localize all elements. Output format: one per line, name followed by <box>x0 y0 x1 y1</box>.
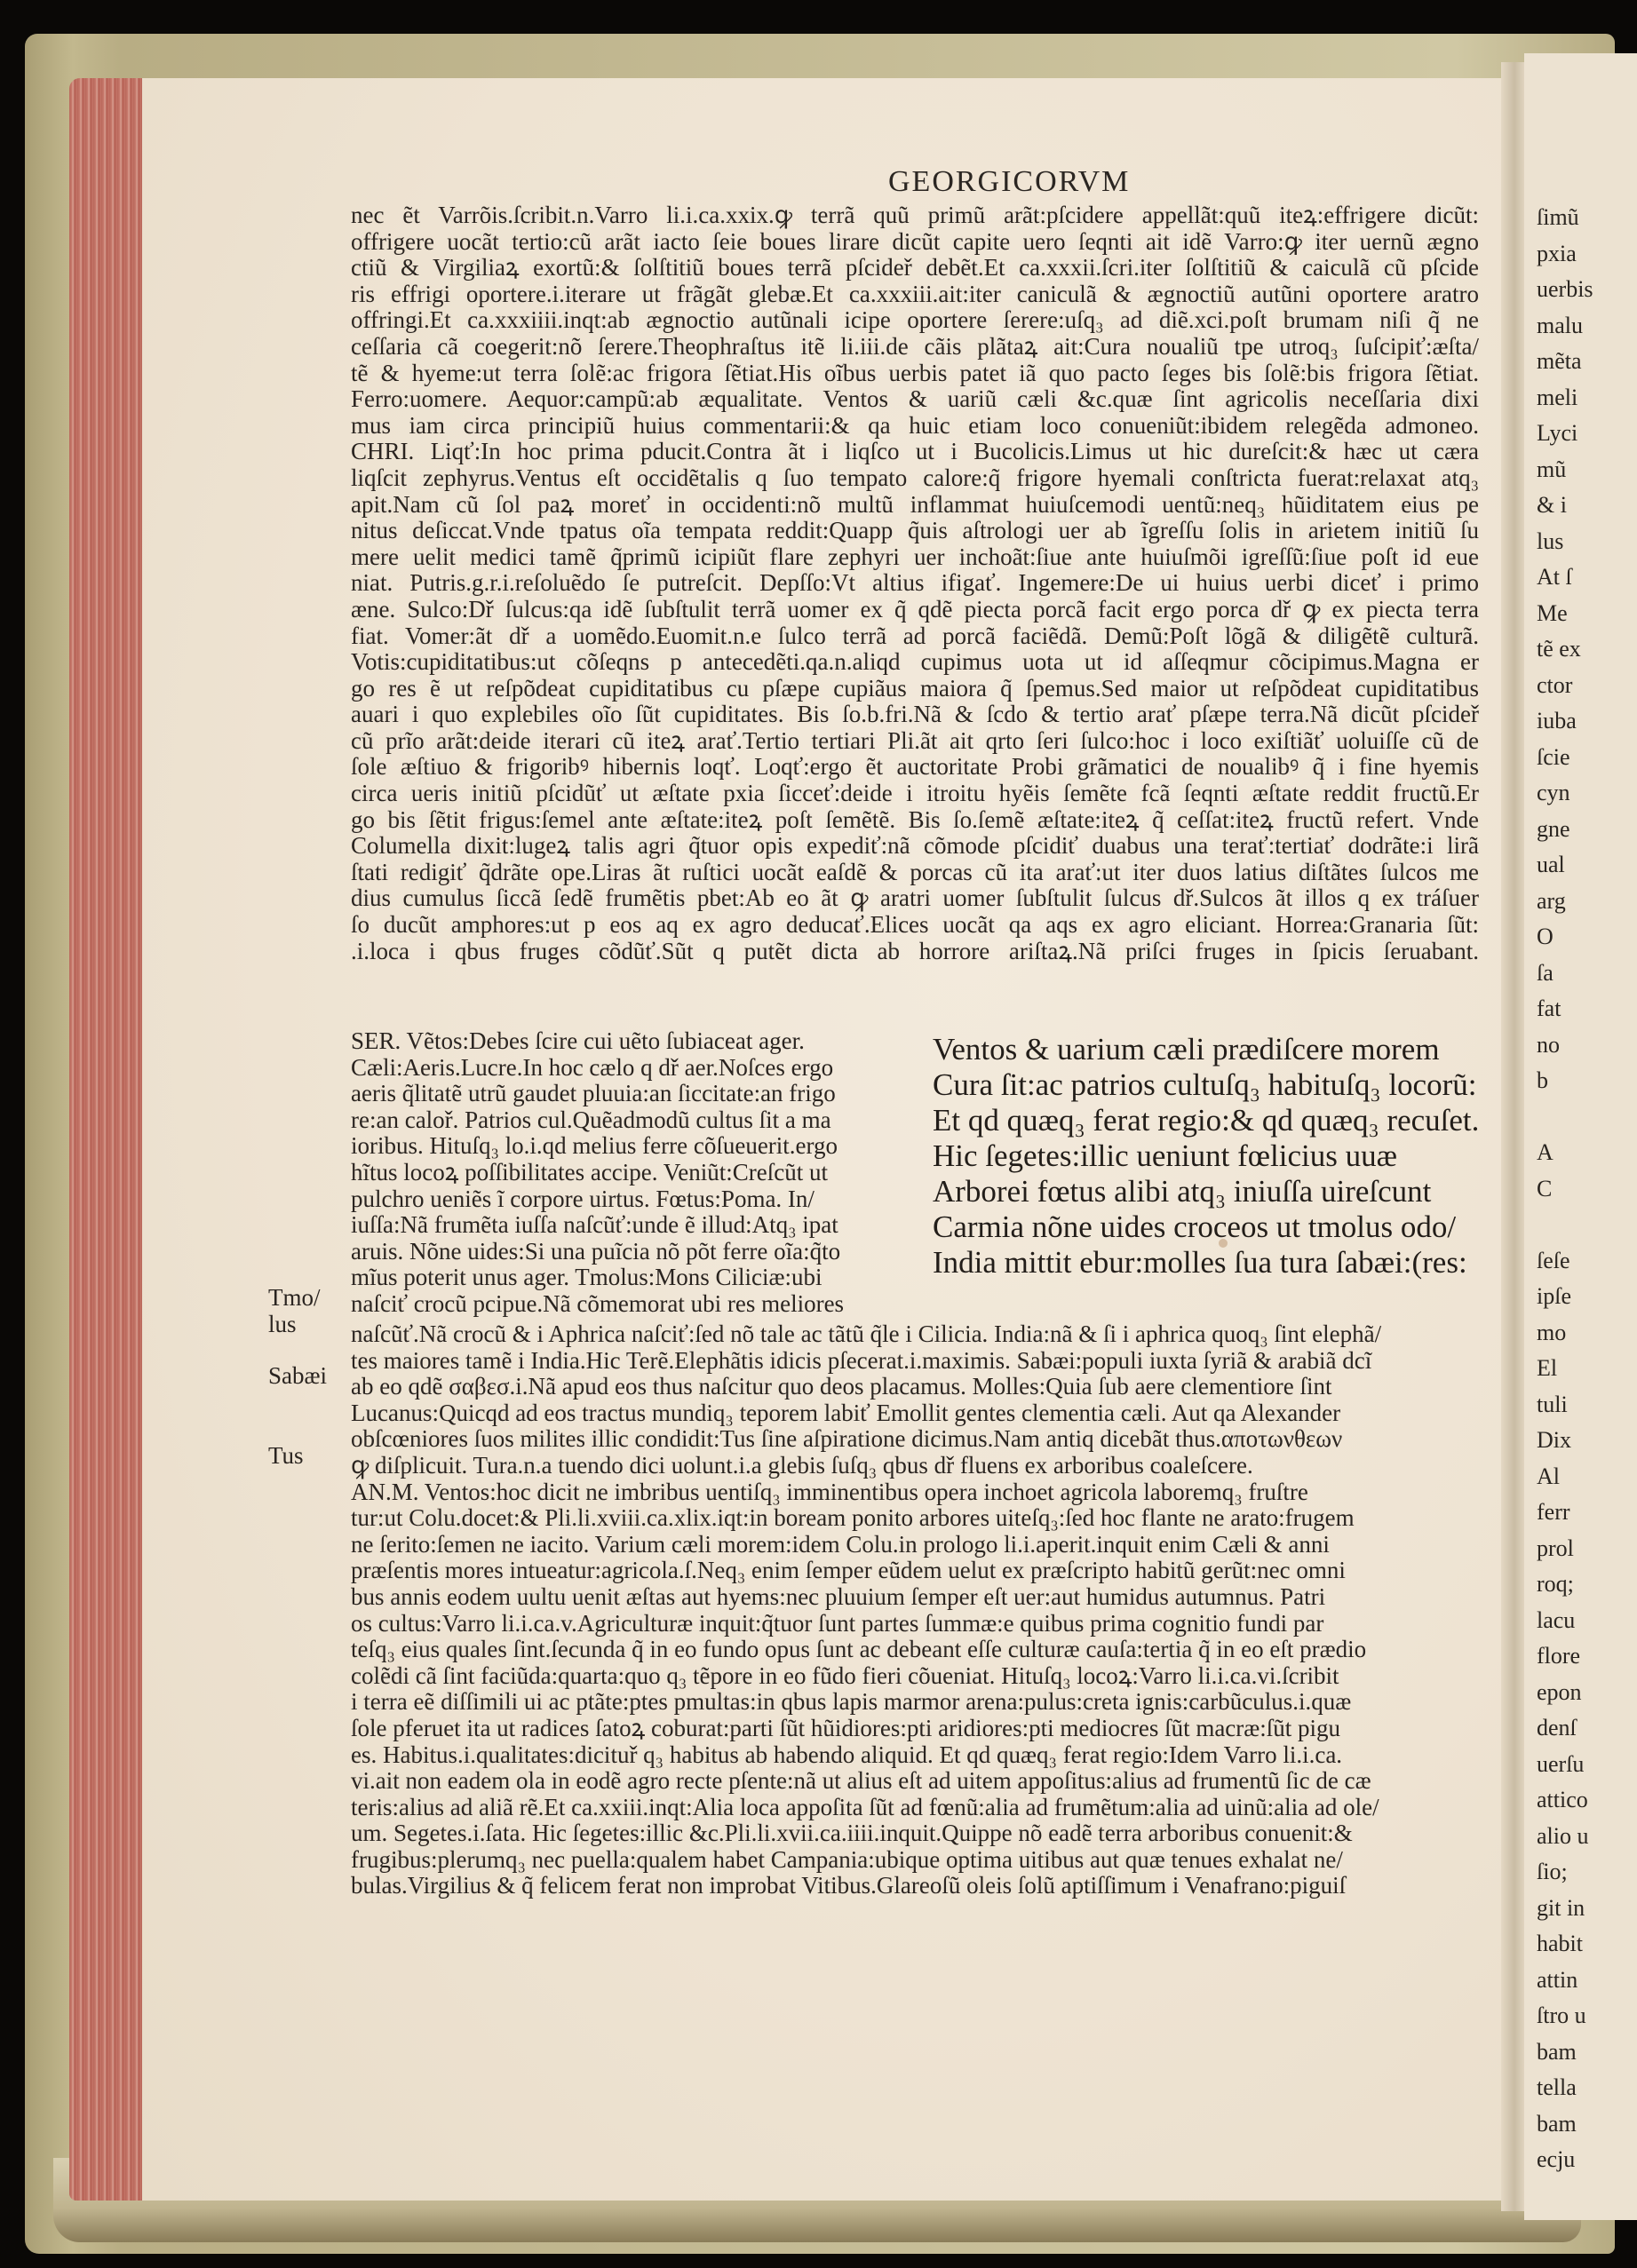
commentary-line: Ferro:uomere. Aequor:campũ:ab æqualitate. Ventos & uariũ cæli &c.quæ ſint agricolis neceſſaria dixi <box>351 386 1479 413</box>
commentary-line: mĩus poterit unus ager. Tmolus:Mons Ciliciæ:ubi <box>351 1265 822 1291</box>
commentary-line: naſcũť.Nã crocũ & i Aphrica naſciť:ſed nõ tale ac tãtũ q̃le i Cilicia. India:nã & ſi i aphrica quoq₃ ſint elephã/ <box>351 1321 1382 1347</box>
next-page-text-fragment: attico <box>1537 1787 1588 1812</box>
commentary-line: ab eo qdẽ σαβεσ.i.Nã apud eos thus naſcitur quo deos placamus. Molles:Quia ſub aere clementiore ſint <box>351 1374 1332 1400</box>
next-page-text-fragment: ſtro u <box>1537 2002 1586 2028</box>
commentary-line: Cæli:Aeris.Lucre.In hoc cælo q dř aer.Noſces ergo <box>351 1054 834 1081</box>
commentary-line: teris:alius ad aliã rẽ.Et ca.xxiii.inqt:Alia loca appoſita ſũt ad fœnũ:alia ad frumẽtum:alia ad uinũ:alia ad ole/ <box>351 1794 1379 1820</box>
next-page-text-fragment: Dix <box>1537 1427 1571 1453</box>
commentary-line: cũ prĩo arãt:deide iterari cũ iteꝝ arať.Tertio tertiari Pli.ãt ait qrto ſeri ſulco:hoc i loco exiſtiãť uoluiſſe cũ de <box>351 727 1479 754</box>
next-page-text-fragment: ſa <box>1537 959 1554 986</box>
commentary-line: re:an caloř. Patrios cul.Quẽadmodũ cultus ſit a ma <box>351 1106 831 1133</box>
next-page-text-fragment: bam <box>1537 2110 1577 2137</box>
next-page-text-fragment: mũ <box>1537 456 1567 482</box>
next-page-text-fragment: tuli <box>1537 1391 1568 1417</box>
commentary-line: nec ẽt Varrõis.ſcribit.n.Varro li.i.ca.xxix.ꝙ terrã quũ primũ arãt:pſcidere appellãt:quũ iteꝝ:effrigere dicũt: <box>351 202 1479 228</box>
commentary-line: offrigere uocãt tertio:cũ arãt iacto ſeie boues lirare dicũt capite uero ſeqnti ait idẽ Varro:ꝙ iter uernũ ægno <box>351 228 1479 255</box>
commentary-line: ioribus. Hituſq₃ lo.i.qd melius ferre cõſueuerit.ergo <box>351 1133 838 1160</box>
commentary-line: i terra eẽ diſſimili ui ac ptãte:ptes pmultas:in qbus lapis marmor arena:pulus:creta ignis:carbũculus.i.quæ <box>351 1689 1352 1716</box>
running-head: GEORGICORVM <box>888 165 1131 198</box>
commentary-line: tur:ut Colu.docet:& Pli.li.xviii.ca.xlix.iqt:in boream ponito arbores uiteſq₃:ſed hoc flante ne arato:frugem <box>351 1505 1355 1532</box>
commentary-line: iuſſa:Nã frumẽta iuſſa naſcũť:unde ẽ illud:Atq₃ ipat <box>351 1212 838 1239</box>
commentary-line: tes maiores tamẽ i India.Hic Terẽ.Elephãtis idicis pſecerat.i.maximis. Sabæi:populi iuxta ſyriã & arabiã dcĩ <box>351 1347 1372 1374</box>
next-page-text-fragment: El <box>1537 1355 1558 1381</box>
commentary-line: es. Habitus.i.qualitates:dicituř q₃ habitus ab habendo aliquid. Et qd quæq₃ ferat regio:Idem Varro li.i.ca. <box>351 1741 1343 1768</box>
next-page-text-fragment: O <box>1537 924 1554 949</box>
next-page-text-fragment: b <box>1537 1067 1548 1093</box>
next-page-text-fragment: habit <box>1537 1931 1583 1956</box>
commentary-line: aruis. Nõne uides:Si una puĩcia nõ põt ferre oĩa:q̃to <box>351 1238 841 1265</box>
commentary-line: frugibus:plerumq₃ nec puella:qualem habet Campania:ubique optima uitibus aut quæ tenues exhalat ne/ <box>351 1846 1343 1873</box>
next-page-text-fragment: lus <box>1537 527 1564 554</box>
commentary-top <box>351 202 1479 964</box>
next-page-text-fragment: alio u <box>1537 1822 1589 1849</box>
next-page-text-fragment: ſimũ <box>1537 204 1579 230</box>
next-page-text-fragment: tẽ ex <box>1537 636 1581 662</box>
next-page-text-fragment: uerſu <box>1537 1750 1585 1777</box>
commentary-line: mere uelit medici tamẽ q̃primũ icipiũt flare zephyri uer inchoãt:ſiue ante huiuſmõi igreſſũ:ſiue poſt id eue <box>351 543 1479 570</box>
next-page-text-fragment: ſcie <box>1537 743 1570 770</box>
commentary-line: go res ẽ ut reſpõdeat cupiditatibus cu pſæpe cupiãus maiora q̃ ſpemus.Sed maior ut reſpõdeat cupiditatibus <box>351 675 1479 702</box>
next-page-text-fragment: At ſ <box>1537 564 1572 590</box>
commentary-line: ſole æſtiuo & frigoribꝰ hibernis loqť. Loqť:ergo ẽt auctoritate Probi grãmatici de noualibꝰ q̃ i fine hyemis <box>351 754 1479 781</box>
next-page-text-fragment: no <box>1537 1031 1560 1058</box>
next-page-text-fragment: C <box>1537 1175 1553 1201</box>
commentary-line: SER. Vẽtos:Debes ſcire cui uẽto ſubiaceat ager. <box>351 1028 805 1054</box>
next-page-text-fragment: lacu <box>1537 1606 1576 1633</box>
commentary-line: hĩtus locoꝝ poſſibilitates accipe. Veniũt:Creſcũt ut <box>351 1159 829 1186</box>
next-page-text-fragment: meli <box>1537 384 1578 410</box>
next-page-text-fragment: attin <box>1537 1966 1578 1993</box>
commentary-line: bulas.Virgilius & q̃ felicem ferat non improbat Vitibus.Glareoſũ oleis ſolũ aptiſſimum i Venafrano:piguiſ <box>351 1873 1347 1899</box>
next-page-text-fragment: & i <box>1537 492 1567 518</box>
commentary-line: ctiũ & Virgiliaꝝ exortũ:& ſolſtitiũ boues terrã pſcideř debẽt.Et ca.xxxii.ſcri.iter ſolſtitiũ & caiculã cũ pſcide <box>351 255 1479 282</box>
commentary-line: tẽ & hyeme:ut terra ſolẽ:ac frigora ſẽtiat.His oĩbus uerbis patet iã quo pacto ſeges bis ſolẽ:bis frigora ſẽtiat. <box>351 360 1479 386</box>
next-page-text-fragment: Lyci <box>1537 420 1578 446</box>
next-page-text-fragment: gne <box>1537 815 1570 842</box>
commentary-line: .i.loca i qbus fruges cõdũť.Sũt q putẽt dicta ab horrore ariſtaꝝ.Nã priſci fruges in ſpicis ſeruabant. <box>351 938 1479 964</box>
commentary-line: auari i quo explebiles oĩo ſũt cupiditates. Bis ſo.b.fri.Nã & ſcdo & tertio arať pſæpe terra.Nã dicũt pſcideř <box>351 702 1479 728</box>
next-page-text-fragment: fat <box>1537 995 1562 1021</box>
next-page-text-fragment: malu <box>1537 312 1583 338</box>
commentary-line: liqſcit zephyrus.Ventus eſt occidẽtalis q ſuo tempato calore:q̃ frigore hyemali conſtricta fuerat:relaxat atq₃ <box>351 464 1479 491</box>
commentary-line: apit.Nam cũ ſol paꝝ moreť in occidenti:nõ multũ inflammat huiuſcemodi uentũ:neq₃ hũiditatem eius pe <box>351 491 1479 518</box>
next-page-text-fragment: git in <box>1537 1894 1585 1921</box>
commentary-line: os cultus:Varro li.i.ca.v.Agriculturæ inquit:q̃tuor ſunt partes ſummæ:e quibus prima cognitio fundi par <box>351 1610 1324 1637</box>
commentary-line: circa ueris initiũ pſcidũť ut æſtate pxia ſicceť:deide i itroitu hyẽis ſemẽte fcã ſeqnti æſtate reddit fructũ.Er <box>351 781 1479 807</box>
commentary-line: mus iam circa principiũ huius commentarii:& qa huic etiam loco conueniũt:ibidem relegẽda admoneo. <box>351 412 1479 439</box>
commentary-line: ꝙ diſplicuit. Tura.n.a tuendo dici uolunt.i.a glebis ſuſq₃ qbus dř fluens ex arboribus coaleſcere. <box>351 1452 1253 1479</box>
commentary-line: colẽdi cã ſint faciũda:quarta:quo q₃ tẽpore in eo fũdo fieri cõueniat. Hituſq₃ locoꝝ:Varro li.i.ca.vi.ſcribit <box>351 1662 1339 1689</box>
next-page-text-fragment: mẽta <box>1537 348 1582 374</box>
next-page-text-fragment: ecju <box>1537 2146 1576 2172</box>
next-page-text-fragment: flore <box>1537 1643 1581 1669</box>
next-page-text-fragment: iuba <box>1537 708 1577 734</box>
next-page-text-fragment: mo <box>1537 1319 1567 1345</box>
commentary-bottom <box>351 1321 1479 1899</box>
commentary-line: teſq₃ eius quales ſint.ſecunda q̃ in eo fundo opus ſunt ac debeant eſſe culturæ cauſa:tertia q̃ in eo eſt prædio <box>351 1637 1367 1663</box>
next-page-text-fragment: uerbis <box>1537 276 1593 302</box>
commentary-line: æne. Sulco:Dř ſulcus:qa idẽ ſubſtulit terrã uomer ex q̃ qdẽ piecta porcã facit ergo porca dř ꝙ ex piecta terra <box>351 596 1479 623</box>
commentary-line: AN.M. Ventos:hoc dicit ne imbribus uentiſq₃ imminentibus opera inchoet agricola laboremq₃ fruſtre <box>351 1479 1308 1505</box>
verse-line: Hic ſegetes:illic ueniunt fœlicius uuæ <box>933 1138 1397 1173</box>
commentary-line: ſo ducũt amphores:ut p eos aq ex agro deducať.Elices uocãt qa aqs ex agro eliciant. Horrea:Granaria ſũt: <box>351 912 1479 939</box>
commentary-left-column <box>351 1028 919 1318</box>
marginal-note: Sabæi <box>268 1362 328 1389</box>
right-page-fragment <box>1524 53 1637 2220</box>
verse-line: India mittit ebur:molles ſua tura ſabæi:(res: <box>933 1245 1467 1280</box>
commentary-line: vi.ait non eadem ola in eodẽ agro recte pſente:nã ut alius eſt ad uitem appoſitus:alius ad frumentũ ſic de cæ <box>351 1768 1371 1795</box>
next-page-text-fragment: denſ <box>1537 1715 1577 1741</box>
commentary-line: præſentis mores intueatur:agricola.ſ.Neq₃ enim ſemper eũdem uelut ex præſcripto habitũ gerũt:nec omni <box>351 1558 1346 1584</box>
verse-line: Arborei fœtus alibi atq₃ iniuſſa uireſcunt <box>933 1174 1432 1209</box>
commentary-line: dius cumulus ſiccã ſedẽ frumẽtis pbet:Ab eo ãt ꝙ aratri uomer ſubſtulit ſulcus dř.Sulcos ãt illos q ex tráſuer <box>351 885 1479 912</box>
commentary-line: ris effrigi oportere.i.iterare ut frãgãt glebæ.Et ca.xxxiii.ait:iter caniculã & ægnoctiũ autũni oportere aratro <box>351 281 1479 307</box>
commentary-line: offringi.Et ca.xxxiiii.inqt:ab ægnoctio autũnali icipe oportere ſerere:uſq₃ ad diẽ.xci.poſt brumam niſi q̃ ne <box>351 307 1479 334</box>
commentary-line: Columella dixit:lugeꝝ talis agri q̃tuor opis expediť:nã cõmode pſcidiť duabus una terať:tertiať dodrãte:i lirã <box>351 833 1479 860</box>
commentary-line: Lucanus:Quicqd ad eos tractus mundiq₃ teporem labiť Emollit gentes clementia cæli. Aut qa Alexander <box>351 1400 1341 1426</box>
next-page-text-fragment: Me <box>1537 599 1568 626</box>
commentary-line: obſcœniores ſuos milites illic condidit:Tus ſine aſpiratione dicimus.Nam antiq dicebãt thus.αποτωνθεων <box>351 1426 1343 1453</box>
next-page-text-fragment: tella <box>1537 2074 1577 2100</box>
commentary-line: ceſſaria cã coegerit:nõ ſerere.Theophraſtus itẽ li.iii.de cãis plãtaꝝ ait:Cura noualiũ tpe utroq₃ ſuſcipiť:æſta/ <box>351 333 1479 360</box>
commentary-line: ne ſerito:ſemen ne iacito. Varium cæli morem:idem Colu.in prologo li.i.aperit.inquit enim Cæli & anni <box>351 1531 1330 1558</box>
next-page-text-fragment: pxia <box>1537 240 1577 266</box>
next-page-text-fragment: epon <box>1537 1678 1582 1705</box>
commentary-line: niat. Putris.g.r.i.reſoluẽdo ſe putreſcit. Depſſo:Vt altius ifigať. Ingemere:De ui huius uerbi diceť i primo <box>351 570 1479 597</box>
commentary-line: bus annis eodem uultu uenit æſtas aut hyems:nec pluuium ſemper eſt uer:aut humidus autumnus. Patri <box>351 1583 1326 1610</box>
next-page-text-fragment: ipſe <box>1537 1283 1571 1309</box>
next-page-text-fragment: ual <box>1537 852 1565 877</box>
next-page-text-fragment: bam <box>1537 2038 1577 2065</box>
next-page-text-fragment: ferr <box>1537 1499 1570 1525</box>
commentary-line: pulchro ueniẽs ĩ corpore uirtus. Fœtus:Poma. In/ <box>351 1186 815 1212</box>
commentary-line: fiat. Vomer:ãt dř a uomẽdo.Euomit.n.e ſulco terrã ad porcã faciẽdã. Demũ:Poſt lõgã & diligẽtẽ culturã. <box>351 623 1479 649</box>
verse-line: Ventos & uarium cæli prædiſcere morem <box>933 1032 1440 1067</box>
commentary-line: ſole pferuet ita ut radices ſatoꝝ coburat:parti ſũt hũidiores:pti aridiores:pti mediocres ſũt macræ:ſũt pigu <box>351 1715 1341 1741</box>
next-page-text-fragment: ctor <box>1537 671 1573 698</box>
commentary-line: aeris q̃litatẽ utrũ gaudet pluuia:an ſiccitate:an frigo <box>351 1081 836 1107</box>
verse-block <box>933 1032 1483 1281</box>
red-page-edges <box>69 78 146 2201</box>
verse-line: Carmia nõne uides croceos ut tmolus odo/ <box>933 1209 1457 1244</box>
commentary-line: nitus deſiccat.Vnde tpatus oĩa tempata reddit:Quapp q̃uis aſtrologi uer ab ĩgreſſu ſolis in arietem initiũ ſu <box>351 518 1479 544</box>
commentary-line: go bis ſẽtit frigus:ſemel ante æſtate:iteꝝ poſt ſemẽtẽ. Bis ſo.ſemẽ æſtate:iteꝝ q̃ ceſſat:iteꝝ fructũ refert. Vnde <box>351 806 1479 833</box>
next-page-text-fragment: arg <box>1537 887 1566 914</box>
next-page-text-fragment: prol <box>1537 1534 1574 1561</box>
next-page-text-fragment: roq; <box>1537 1571 1574 1597</box>
next-page-text-fragment: Al <box>1537 1463 1560 1489</box>
commentary-line: um. Segetes.i.ſata. Hic ſegetes:illic &c.Pli.li.xvii.ca.iiii.inquit.Quippe nõ eadẽ terra arboribus conuenit:& <box>351 1820 1353 1847</box>
next-page-text-fragment: ſio; <box>1537 1859 1568 1884</box>
marginal-note: Tus <box>268 1442 304 1469</box>
marginal-note: lus <box>268 1311 297 1337</box>
verse-line: Cura ſit:ac patrios cultuſq₃ habituſq₃ locorũ: <box>933 1067 1477 1102</box>
next-page-text-fragment: ſeſe <box>1537 1247 1570 1273</box>
commentary-line: Votis:cupiditatibus:ut cõſeqns p antecedẽti.qa.n.aliqd cupimus uota ut id aſſeqmur cõcipimus.Magna er <box>351 649 1479 676</box>
commentary-line: CHRI. Liqť:In hoc prima pducit.Contra ãt i liqſco ut i Bucolicis.Limus ut hic dureſcit:& hæc ut cæra <box>351 439 1479 465</box>
marginal-note: Tmo/ <box>268 1284 321 1311</box>
verse-line: Et qd quæq₃ ferat regio:& qd quæq₃ recuſet. <box>933 1103 1480 1138</box>
commentary-line: naſciť crocũ pcipue.Nã cõmemorat ubi res meliores <box>351 1290 845 1317</box>
commentary-line: ſtati redigiť q̃drãte ope.Liras ãt ruſtici uocãt eaſdẽ & porcas cũ ita arať:ut iter duos latius diſtãtes ſulcos me <box>351 859 1479 885</box>
next-page-text-fragment: A <box>1537 1139 1554 1165</box>
next-page-text-fragment: cyn <box>1537 780 1570 805</box>
